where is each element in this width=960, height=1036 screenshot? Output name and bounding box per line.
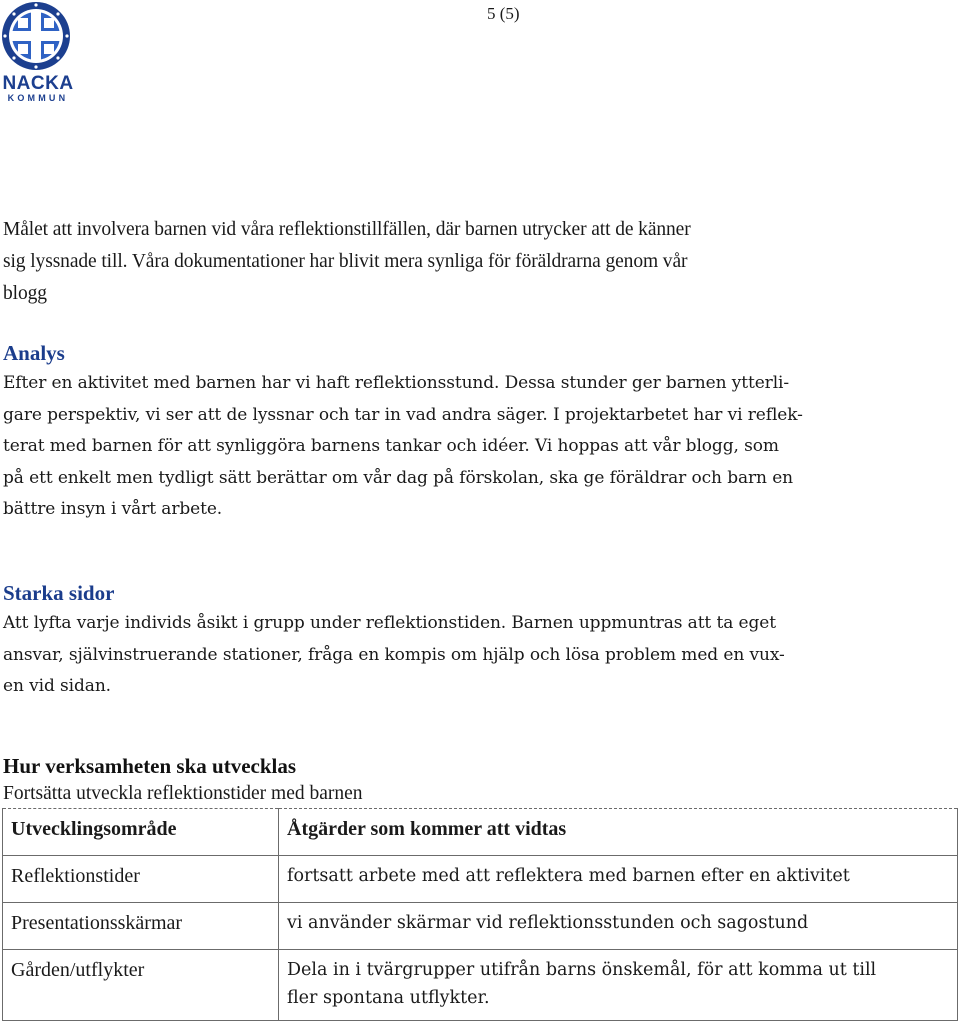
table-cell-action — [279, 950, 958, 1021]
development-table — [2, 808, 958, 1021]
intro-paragraph — [3, 214, 908, 310]
nacka-kommun-logo — [0, 0, 76, 106]
intro-line: blogg — [3, 283, 47, 304]
table-row — [3, 950, 958, 1021]
starka-line: en vid sidan. — [3, 676, 111, 697]
table-header-action: Åtgärder som kommer att vidtas — [279, 809, 958, 856]
analys-line: på ett enkelt men tydligt sätt berättar om vår dag på förskolan, ska ge föräldrar och barn en — [3, 467, 794, 488]
table-cell-area: Gården/utflykter — [3, 950, 279, 1021]
table-cell-action-line: Dela in i tvärgrupper utifrån barns önskemål, för att komma ut till — [287, 960, 877, 980]
page-number: 5 (5) — [487, 4, 520, 23]
analys-line: Efter en aktivitet med barnen har vi haft reflektionsstund. Dessa stunder ger barnen ytterli- — [3, 373, 790, 393]
analys-line: terat med barnen för att synliggöra barnens tankar och idéer. Vi hoppas att vår blogg, som — [3, 436, 779, 457]
table-cell-action: fortsatt arbete med att reflektera med barnen efter en aktivitet — [279, 856, 958, 903]
table-cell-action-line: fler spontana utflykter. — [287, 988, 490, 1008]
table-row — [3, 903, 958, 950]
starka-line: Att lyfta varje individs åsikt i grupp under reflektionstiden. Barnen uppmuntras att ta eget — [3, 613, 776, 633]
starka-sidor-heading: Starka sidor — [3, 581, 115, 605]
municipal-seal-icon — [0, 0, 72, 72]
logo-subname: KOMMUN — [7, 93, 69, 103]
table-cell-area: Reflektionstider — [3, 856, 279, 903]
intro-line: sig lyssnade till. Våra dokumentationer har blivit mera synliga för föräldrarna genom vår — [3, 251, 688, 272]
analys-heading: Analys — [3, 341, 65, 365]
logo-wordmark — [0, 74, 76, 103]
table-header-area: Utvecklingsområde — [3, 809, 279, 856]
table-cell-area: Presentationsskärmar — [3, 903, 279, 950]
utveckling-heading: Hur verksamheten ska utvecklas — [3, 754, 297, 778]
table-row — [3, 856, 958, 903]
starka-line: ansvar, självinstruerande stationer, fråga en kompis om hjälp och lösa problem med en vux- — [3, 644, 785, 665]
table-header-row — [3, 809, 958, 856]
table-cell-action: vi använder skärmar vid reflektionsstunden och sagostund — [279, 903, 958, 950]
starka-sidor-section — [3, 578, 908, 703]
intro-line: Målet att involvera barnen vid våra reflektionstillfällen, där barnen utrycker att de känner — [3, 219, 691, 240]
utveckling-subline: Fortsätta utveckla reflektionstider med barnen — [3, 783, 363, 804]
analys-line: bättre insyn i vårt arbete. — [3, 499, 223, 520]
analys-line: gare perspektiv, vi ser att de lyssnar och tar in vad andra säger. I projektarbetet har vi reflek- — [3, 404, 803, 425]
logo-name: NACKA — [2, 73, 74, 94]
analys-section — [3, 338, 908, 526]
